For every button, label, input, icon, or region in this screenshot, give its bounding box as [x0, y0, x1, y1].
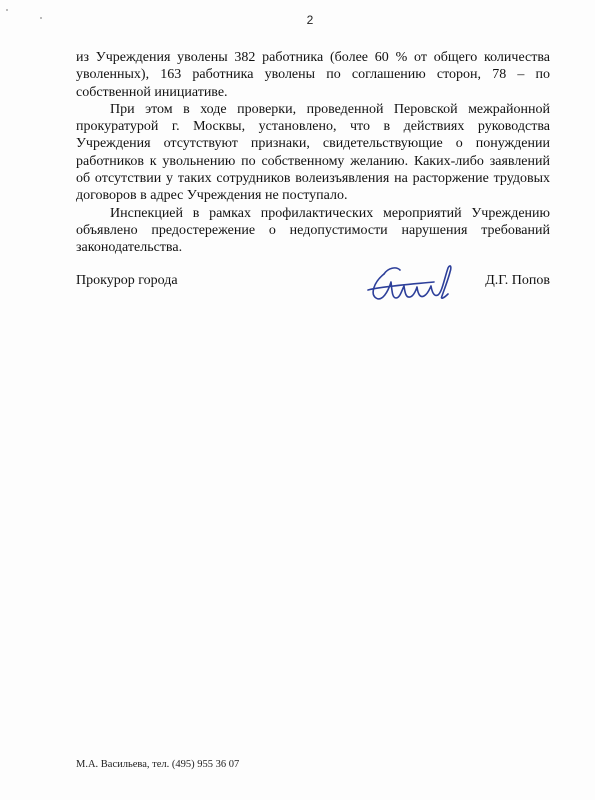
letter-body: [76, 49, 550, 257]
executor-contact: М.А. Васильева, тел. (495) 955 36 07: [76, 759, 240, 770]
signatory-role: Прокурор города: [76, 273, 178, 288]
signature-block: [76, 272, 550, 312]
paragraph-warning: Инспекцией в рамках профилактических мероприятий Учреждению объявлено предостережение о недопустимости нарушения требований законодательства.: [76, 205, 550, 256]
handwritten-signature: [364, 260, 456, 304]
scan-speck: [6, 9, 8, 11]
paragraph-inspection-findings: При этом в ходе проверки, проведенной Перовской межрайонной прокуратурой г. Москвы, установлено, что в действиях руководства Учреждения отсутствуют признаки, свидетельствующие о понуждении работников к увольнению по собственному желанию. Каких-либо заявлений об отсутствии у таких сотрудников волеизъявления на расторжение трудовых договоров в адрес Учреждения не поступало.: [76, 101, 550, 204]
paragraph-dismissal-stats: из Учреждения уволены 382 работника (более 60 % от общего количества уволенных), 163 работника уволены по соглашению сторон, 78 – по собственной инициативе.: [76, 50, 550, 100]
page-number: 2: [306, 13, 314, 27]
signatory-name: Д.Г. Попов: [485, 273, 550, 288]
